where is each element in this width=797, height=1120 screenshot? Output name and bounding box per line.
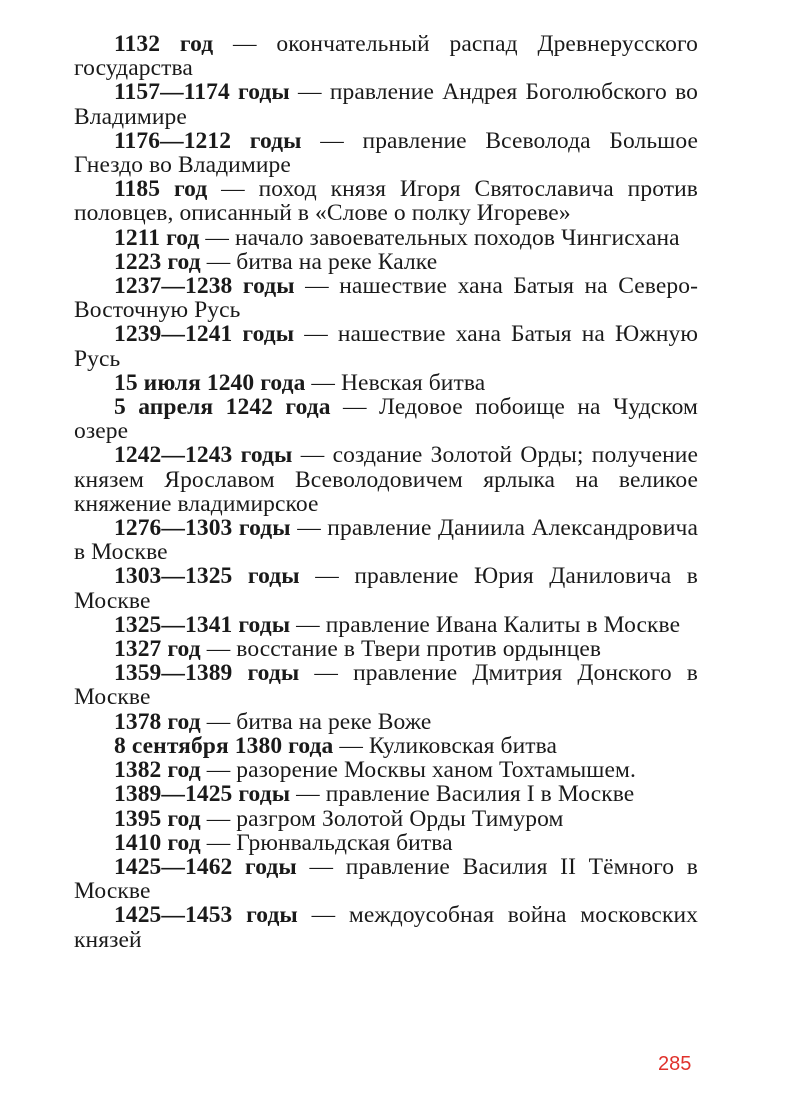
chronology-entry bbox=[74, 855, 698, 903]
entry-date: 15 июля 1240 года bbox=[114, 369, 306, 396]
chronology-entry bbox=[74, 734, 698, 758]
entry-text: — Невская битва bbox=[305, 369, 486, 396]
entry-date: 1276—1303 годы bbox=[114, 515, 291, 542]
entry-date: 5 апреля 1242 года bbox=[114, 394, 331, 421]
entry-text: — правление Всеволода Большое Гнездо во Владимире bbox=[74, 127, 698, 179]
entry-text: — правление Василия II Тёмного в Москве bbox=[74, 853, 699, 905]
entry-date: 1389—1425 годы bbox=[114, 781, 291, 808]
entry-text: — окончательный распад Древнерусского государства bbox=[74, 31, 698, 82]
entry-text: — правление Даниила Александровича в Москве bbox=[74, 515, 698, 566]
chronology-entry bbox=[74, 613, 698, 637]
chronology-entry bbox=[74, 177, 698, 225]
chronology-entry bbox=[74, 710, 698, 734]
chronology-entry bbox=[74, 903, 698, 951]
entry-text: — правление Юрия Даниловича в Москве bbox=[74, 563, 698, 614]
entry-date: 1425—1462 годы bbox=[114, 853, 297, 880]
entry-date: 1325—1341 годы bbox=[114, 611, 291, 638]
chronology-entry bbox=[74, 274, 698, 322]
chronology-entry bbox=[74, 516, 698, 564]
chronology-entry bbox=[74, 250, 698, 274]
entry-text: — поход князя Игоря Святославича против половцев, описанный в «Слове о полку Игореве» bbox=[74, 176, 698, 227]
entry-date: 1157—1174 годы bbox=[114, 79, 290, 106]
chronology-entry bbox=[74, 322, 698, 370]
entry-text: — правление Андрея Боголюбского во Владимире bbox=[74, 79, 698, 130]
chronology-entry bbox=[74, 371, 698, 395]
entry-text: — правление Ивана Калиты в Москве bbox=[290, 611, 681, 638]
chronology-entry bbox=[74, 443, 698, 516]
chronology-entry bbox=[74, 661, 698, 709]
entry-text: — разорение Москвы ханом Тохтамышем. bbox=[200, 757, 636, 784]
entry-date: 1176—1212 годы bbox=[114, 127, 302, 154]
entry-text: — Ледовое побоище на Чудском озере bbox=[74, 394, 698, 445]
entry-text: — правление Дмитрия Донского в Москве bbox=[74, 660, 698, 711]
entry-text: — битва на реке Воже bbox=[200, 708, 432, 735]
entry-text: — начало завоевательных походов Чингисхана bbox=[199, 224, 680, 251]
entry-date: 1185 год bbox=[114, 176, 208, 203]
entry-text: — нашествие хана Батыя на Южную Русь bbox=[74, 321, 698, 372]
entry-text: — битва на реке Калке bbox=[200, 248, 438, 275]
entry-text: — междоусобная война московских князей bbox=[74, 902, 699, 953]
entry-date: 8 сентября 1380 года bbox=[114, 732, 334, 759]
chronology-entry bbox=[74, 395, 698, 443]
chronology-entry bbox=[74, 32, 698, 80]
entry-date: 1303—1325 годы bbox=[114, 563, 300, 590]
chronology-entry bbox=[74, 807, 698, 831]
chronology-entry bbox=[74, 564, 698, 612]
entry-text: — Грюнвальдская битва bbox=[200, 829, 453, 856]
entry-text: — Куликовская битва bbox=[333, 732, 558, 759]
entry-date: 1237—1238 годы bbox=[114, 273, 295, 300]
chronology-list bbox=[74, 32, 698, 952]
entry-date: 1223 год bbox=[114, 248, 201, 275]
entry-date: 1359—1389 годы bbox=[114, 660, 300, 687]
entry-date: 1242—1243 годы bbox=[114, 442, 293, 469]
entry-text: — нашествие хана Батыя на Северо-Восточную Русь bbox=[74, 273, 698, 324]
entry-date: 1395 год bbox=[114, 805, 201, 832]
page-number: 285 bbox=[658, 1053, 692, 1075]
entry-date: 1425—1453 годы bbox=[114, 902, 298, 929]
entry-date: 1239—1241 годы bbox=[114, 321, 295, 348]
entry-text: — восстание в Твери против ордынцев bbox=[200, 636, 602, 663]
chronology-entry bbox=[74, 129, 698, 177]
entry-date: 1382 год bbox=[114, 757, 201, 784]
chronology-entry bbox=[74, 782, 698, 806]
entry-text: — разгром Золотой Орды Тимуром bbox=[200, 805, 564, 832]
chronology-entry bbox=[74, 831, 698, 855]
entry-date: 1378 год bbox=[114, 708, 201, 735]
chronology-entry bbox=[74, 637, 698, 661]
entry-date: 1132 год bbox=[114, 31, 214, 57]
entry-date: 1327 год bbox=[114, 636, 201, 663]
chronology-entry bbox=[74, 758, 698, 782]
chronology-entry bbox=[74, 226, 698, 250]
entry-text: — создание Золотой Орды; получение князем Ярославом Всеволодовичем ярлыка на великое княжение владимирское bbox=[74, 442, 699, 517]
chronology-entry bbox=[74, 80, 698, 128]
entry-date: 1410 год bbox=[114, 829, 201, 856]
entry-text: — правление Василия I в Москве bbox=[290, 781, 635, 808]
entry-date: 1211 год bbox=[114, 224, 200, 251]
